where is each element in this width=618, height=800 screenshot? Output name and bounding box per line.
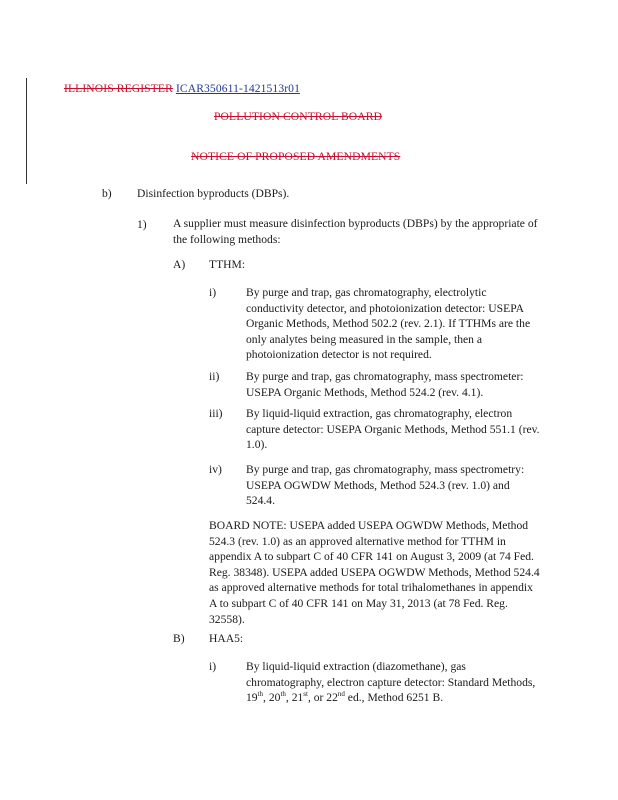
method-label: iii): [209, 407, 223, 420]
notice-title: NOTICE OF PROPOSED AMENDMENTS: [191, 150, 401, 163]
item-b-title: HAA5:: [209, 632, 244, 645]
board-note: BOARD NOTE: USEPA added USEPA OGWDW Methods, Method 524.3 (rev. 1.0) as an approved alternative method for TTHM in appendix A to subpart C of 40 CFR 141 on August 3, 2009 (at 74 Fed. Reg. 38348). USEPA added USEPA OGWDW Methods, Method 524.4 as approved alternative methods for total trihalomethanes in appendix A to subpart C of 40 CFR 141 on May 31, 2013 (at 78 Fed. Reg. 32558).: [209, 519, 540, 626]
method-b-i-label: i): [209, 660, 217, 673]
item-1-label: 1): [137, 218, 147, 231]
method-text: By purge and trap, gas chromatography, electrolytic conductivity detector, and photoionization detector: USEPA Organic Methods, Method 502.2 (rev. 2.1). If TTHMs are the only analytes being measured in the sample, then a photoionization detector is not required.: [246, 286, 531, 362]
register-inserted-text: ICAR350611-1421513r01: [175, 82, 300, 95]
item-1-text: A supplier must measure disinfection byproducts (DBPs) by the appropriate of the following methods:: [173, 217, 538, 246]
method-text: By purge and trap, gas chromatography, mass spectrometry: USEPA OGWDW Methods, Method 524.3 (rev. 1.0) and 524.4.: [246, 463, 525, 508]
item-a-label: A): [173, 258, 186, 271]
method-label: iv): [209, 463, 222, 476]
section-b-title: Disinfection byproducts (DBPs).: [137, 187, 290, 200]
section-b-label: b): [102, 187, 112, 200]
board-title: POLLUTION CONTROL BOARD: [214, 110, 383, 123]
item-a-title: TTHM:: [209, 258, 246, 271]
method-text: By purge and trap, gas chromatography, mass spectrometer: USEPA Organic Methods, Method 524.2 (rev. 4.1).: [246, 370, 524, 399]
method-text: By liquid-liquid extraction, gas chromatography, electron capture detector: USEPA Organic Methods, Method 551.1 (rev. 1.0).: [246, 407, 540, 452]
register-header: [64, 80, 300, 97]
register-deleted-text: ILLINOIS REGISTER: [64, 82, 173, 95]
method-label: i): [209, 286, 217, 299]
change-bar: [26, 78, 27, 184]
item-b-label: B): [173, 632, 185, 645]
method-label: ii): [209, 370, 220, 383]
method-b-i-text: By liquid-liquid extraction (diazomethane), gas chromatography, electron capture detector: Standard Methods, 19th, 20th, 21st, or 22nd ed., Method 6251 B.: [246, 660, 536, 705]
